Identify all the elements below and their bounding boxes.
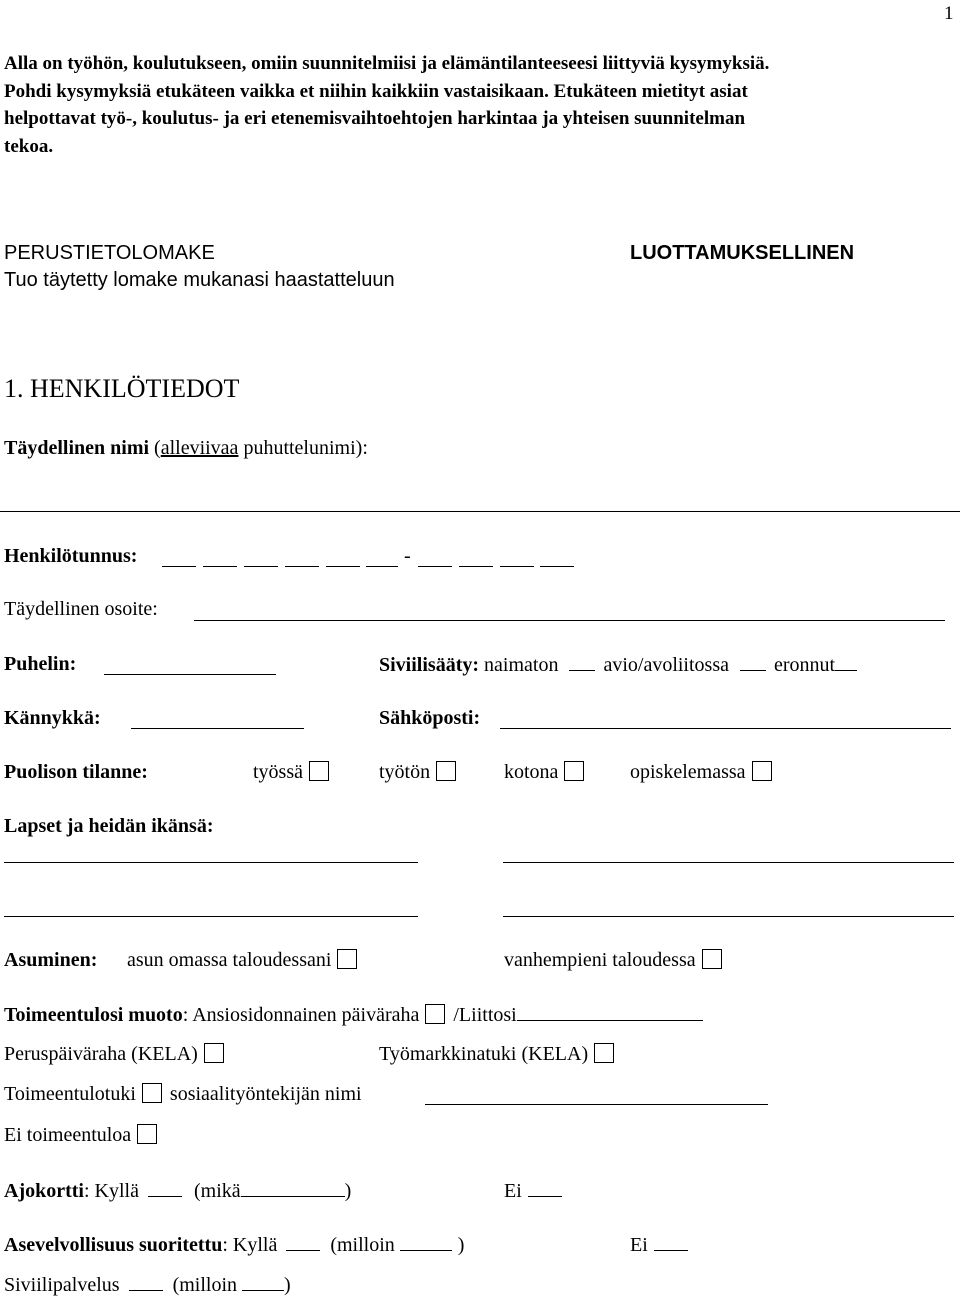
marital-single-field[interactable]: [569, 652, 595, 671]
marital-option-divorced: eronnut: [774, 654, 836, 676]
military-no-option: [630, 1232, 688, 1257]
ssn-digit-3[interactable]: [244, 566, 278, 567]
income-row: [4, 1002, 703, 1027]
license-which-label: (mikä: [193, 1180, 241, 1202]
income-labour-label: Työmarkkinatuki (KELA): [379, 1043, 589, 1065]
license-row: [4, 1178, 351, 1203]
housing-parents-checkbox[interactable]: [702, 949, 722, 969]
housing-parents-label: vanhempieni taloudessa: [504, 949, 696, 971]
income-label: Toimeentulosi muoto: [4, 1004, 183, 1026]
income-union-label: /Liittosi: [453, 1004, 517, 1026]
full-name-underlined: alleviivaa: [160, 437, 239, 459]
marital-option-married: avio/avoliitossa: [603, 654, 729, 676]
income-none-checkbox[interactable]: [137, 1124, 157, 1144]
license-which-field[interactable]: [241, 1178, 345, 1197]
intro-line-2: Pohdi kysymyksiä etukäteen vaikka et niihin kaikkiin vastaisikaan. Etukäteen mietityt asiat: [4, 81, 748, 102]
housing-label: Asuminen:: [4, 949, 98, 971]
spouse-home-label: kotona: [504, 761, 559, 783]
license-yes-label: : Kyllä: [83, 1180, 139, 1202]
children-field-1[interactable]: [4, 862, 418, 863]
ssn-digit-5[interactable]: [326, 566, 360, 567]
spouse-option-working: [253, 760, 329, 784]
license-no-field[interactable]: [528, 1178, 562, 1197]
spouse-unemployed-label: työtön: [379, 761, 431, 783]
income-social-worker-label: sosiaalityöntekijän nimi: [169, 1083, 362, 1105]
income-union-field[interactable]: [517, 1002, 703, 1021]
spouse-option-studying: [630, 760, 772, 784]
license-no-label: Ei: [504, 1180, 522, 1202]
ssn-label: Henkilötunnus:: [4, 545, 138, 567]
marital-divorced-field[interactable]: [835, 652, 857, 671]
address-field[interactable]: [194, 620, 945, 621]
ssn-digit-4[interactable]: [285, 566, 319, 567]
income-social-label: Toimeentulotuki: [4, 1083, 136, 1105]
income-earnings-checkbox[interactable]: [425, 1004, 445, 1024]
income-labour-option: [379, 1042, 614, 1066]
military-no-field[interactable]: [654, 1232, 688, 1251]
intro-line-4: tekoa.: [4, 136, 54, 157]
spouse-option-home: [504, 760, 584, 784]
civil-when-label: (milloin: [172, 1274, 238, 1296]
income-colon: :: [182, 1004, 189, 1026]
address-label: Täydellinen osoite:: [4, 598, 158, 620]
license-no-option: [504, 1178, 562, 1203]
mobile-label: Kännykkä:: [4, 707, 101, 729]
marital-label: Siviilisääty:: [379, 654, 480, 676]
housing-own-label: asun omassa taloudessani: [127, 949, 332, 971]
full-name-field[interactable]: [0, 511, 960, 512]
confidential-label: LUOTTAMUKSELLINEN: [630, 242, 855, 264]
phone-label: Puhelin:: [4, 653, 77, 675]
phone-field[interactable]: [104, 674, 276, 675]
spouse-label: Puolison tilanne:: [4, 761, 148, 783]
spouse-option-unemployed: [379, 760, 456, 784]
full-name-label: Täydellinen nimi: [4, 437, 150, 459]
license-yes-field[interactable]: [148, 1178, 182, 1197]
marital-row: [379, 652, 857, 677]
housing-own-checkbox[interactable]: [337, 949, 357, 969]
ssn-check-4[interactable]: [540, 566, 574, 567]
income-social-option: [4, 1082, 362, 1106]
social-worker-field[interactable]: [425, 1104, 768, 1105]
spouse-studying-label: opiskelemassa: [630, 761, 746, 783]
spouse-unemployed-checkbox[interactable]: [436, 761, 456, 781]
ssn-digit-2[interactable]: [203, 566, 237, 567]
housing-option-parents: [504, 948, 722, 972]
full-name-paren: (: [154, 437, 161, 459]
marital-married-field[interactable]: [740, 652, 766, 671]
income-social-checkbox[interactable]: [142, 1083, 162, 1103]
military-yes-field[interactable]: [286, 1232, 320, 1251]
income-earnings-label: Ansiosidonnainen päiväraha: [192, 1004, 420, 1026]
email-field[interactable]: [500, 728, 951, 729]
license-label: Ajokortti: [4, 1180, 84, 1202]
civil-label: Siviilipalvelus: [4, 1274, 120, 1296]
housing-option-own: [127, 948, 357, 972]
spouse-working-label: työssä: [253, 761, 303, 783]
civil-when-field[interactable]: [242, 1272, 284, 1291]
income-basic-checkbox[interactable]: [204, 1043, 224, 1063]
license-close: ): [344, 1180, 352, 1202]
intro-line-3: helpottavat työ-, koulutus- ja eri etenemisvaihtoehtojen harkintaa ja yhteisen suunnitelman: [4, 108, 746, 129]
page-number: 1: [944, 3, 954, 24]
military-close: ): [457, 1234, 465, 1256]
children-field-4[interactable]: [503, 916, 954, 917]
military-row: [4, 1232, 464, 1257]
mobile-field[interactable]: [131, 728, 304, 729]
email-label: Sähköposti:: [379, 707, 481, 729]
civil-field[interactable]: [129, 1272, 163, 1291]
full-name-hint: puhuttelunimi):: [238, 437, 368, 459]
income-basic-option: [4, 1042, 224, 1066]
spouse-working-checkbox[interactable]: [309, 761, 329, 781]
ssn-digit-6[interactable]: [366, 566, 398, 567]
military-when-field[interactable]: [400, 1232, 452, 1251]
spouse-home-checkbox[interactable]: [564, 761, 584, 781]
civil-row: [4, 1272, 291, 1297]
marital-option-single: naimaton: [484, 654, 559, 676]
military-yes-label: : Kyllä: [222, 1234, 278, 1256]
ssn-check-3[interactable]: [500, 566, 534, 567]
military-label: Asevelvollisuus suoritettu: [4, 1234, 223, 1256]
ssn-check-1[interactable]: [418, 566, 452, 567]
ssn-dash: -: [404, 545, 411, 567]
form-subtitle: Tuo täytetty lomake mukanasi haastatteluun: [4, 269, 395, 291]
income-none-label: Ei toimeentuloa: [4, 1124, 132, 1146]
ssn-check-2[interactable]: [459, 566, 493, 567]
income-labour-checkbox[interactable]: [594, 1043, 614, 1063]
military-when-label: (milloin: [330, 1234, 395, 1256]
children-field-3[interactable]: [4, 916, 418, 917]
full-name-label-row: [4, 436, 368, 460]
income-none-option: [4, 1123, 157, 1147]
children-label: Lapset ja heidän ikänsä:: [4, 815, 214, 837]
section-heading: 1. HENKILÖTIEDOT: [4, 374, 240, 403]
children-field-2[interactable]: [503, 862, 954, 863]
civil-close: ): [284, 1274, 291, 1296]
military-no-label: Ei: [630, 1234, 648, 1256]
ssn-digit-1[interactable]: [162, 566, 196, 567]
form-title: PERUSTIETOLOMAKE: [4, 242, 215, 264]
income-basic-label: Peruspäiväraha (KELA): [4, 1043, 198, 1065]
intro-line-1: Alla on työhön, koulutukseen, omiin suunnitelmiisi ja elämäntilanteeseesi liittyviä kysymyksiä.: [4, 53, 770, 74]
spouse-studying-checkbox[interactable]: [752, 761, 772, 781]
